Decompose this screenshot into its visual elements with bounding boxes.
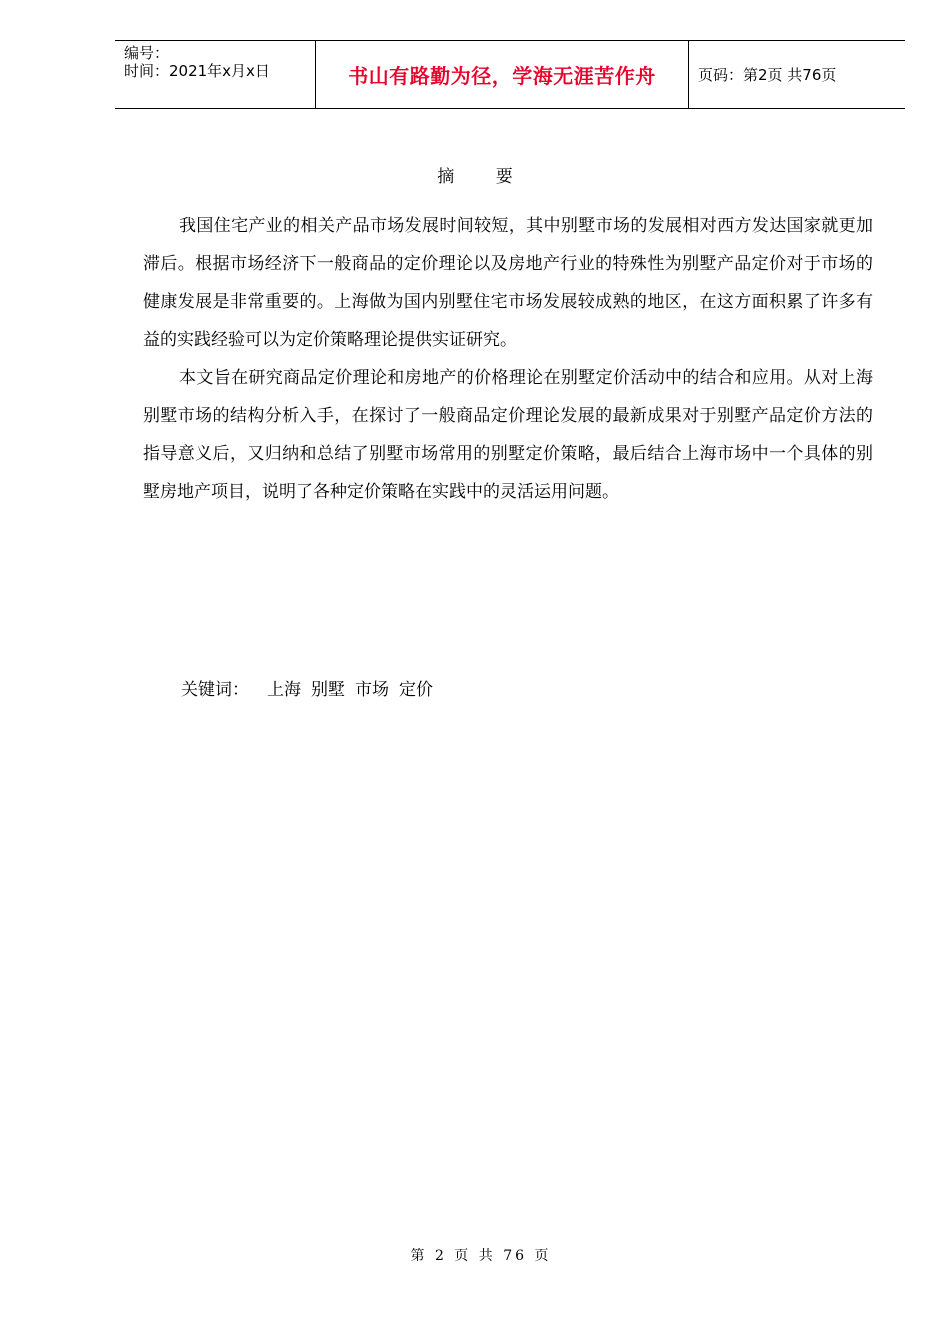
header-page-info: 页码：第2页 共76页 (698, 66, 837, 84)
keyword: 定价 (399, 680, 433, 700)
abstract-paragraph: 本文旨在研究商品定价理论和房地产的价格理论在别墅定价活动中的结合和应用。从对上海别墅市场的结构分析入手，在探讨了一般商品定价理论发展的最新成果对于别墅产品定价方法的指导意义后，又归纳和总结了别墅市场常用的别墅定价策略，最后结合上海市场中一个具体的别墅房地产项目，说明了各种定价策略在实践中的灵活运用问题。 (143, 368, 873, 502)
keyword: 市场 (355, 680, 389, 700)
keywords-line (181, 676, 443, 704)
keyword: 别墅 (311, 680, 345, 700)
keyword: 上海 (267, 680, 301, 700)
abstract-paragraph: 我国住宅产业的相关产品市场发展时间较短，其中别墅市场的发展相对西方发达国家就更加滞后。根据市场经济下一般商品的定价理论以及房地产行业的特殊性为别墅产品定价对于市场的健康发展是非常重要的。上海做为国内别墅住宅市场发展较成熟的地区，在这方面积累了许多有益的实践经验可以为定价策略理论提供实证研究。 (143, 216, 873, 350)
time-label: 时间：2021年x月x日 (124, 62, 270, 80)
abstract-title: 摘 要 (437, 167, 531, 187)
keywords-label: 关键词： (181, 680, 249, 700)
page-footer: 第 2 页 共 76 页 (410, 1248, 552, 1264)
header-motto: 书山有路勤为径，学海无涯苦作舟 (316, 41, 689, 108)
page-header (115, 40, 905, 109)
header-meta (115, 41, 316, 108)
abstract-body (143, 207, 873, 511)
serial-number-label: 编号： (124, 44, 170, 62)
